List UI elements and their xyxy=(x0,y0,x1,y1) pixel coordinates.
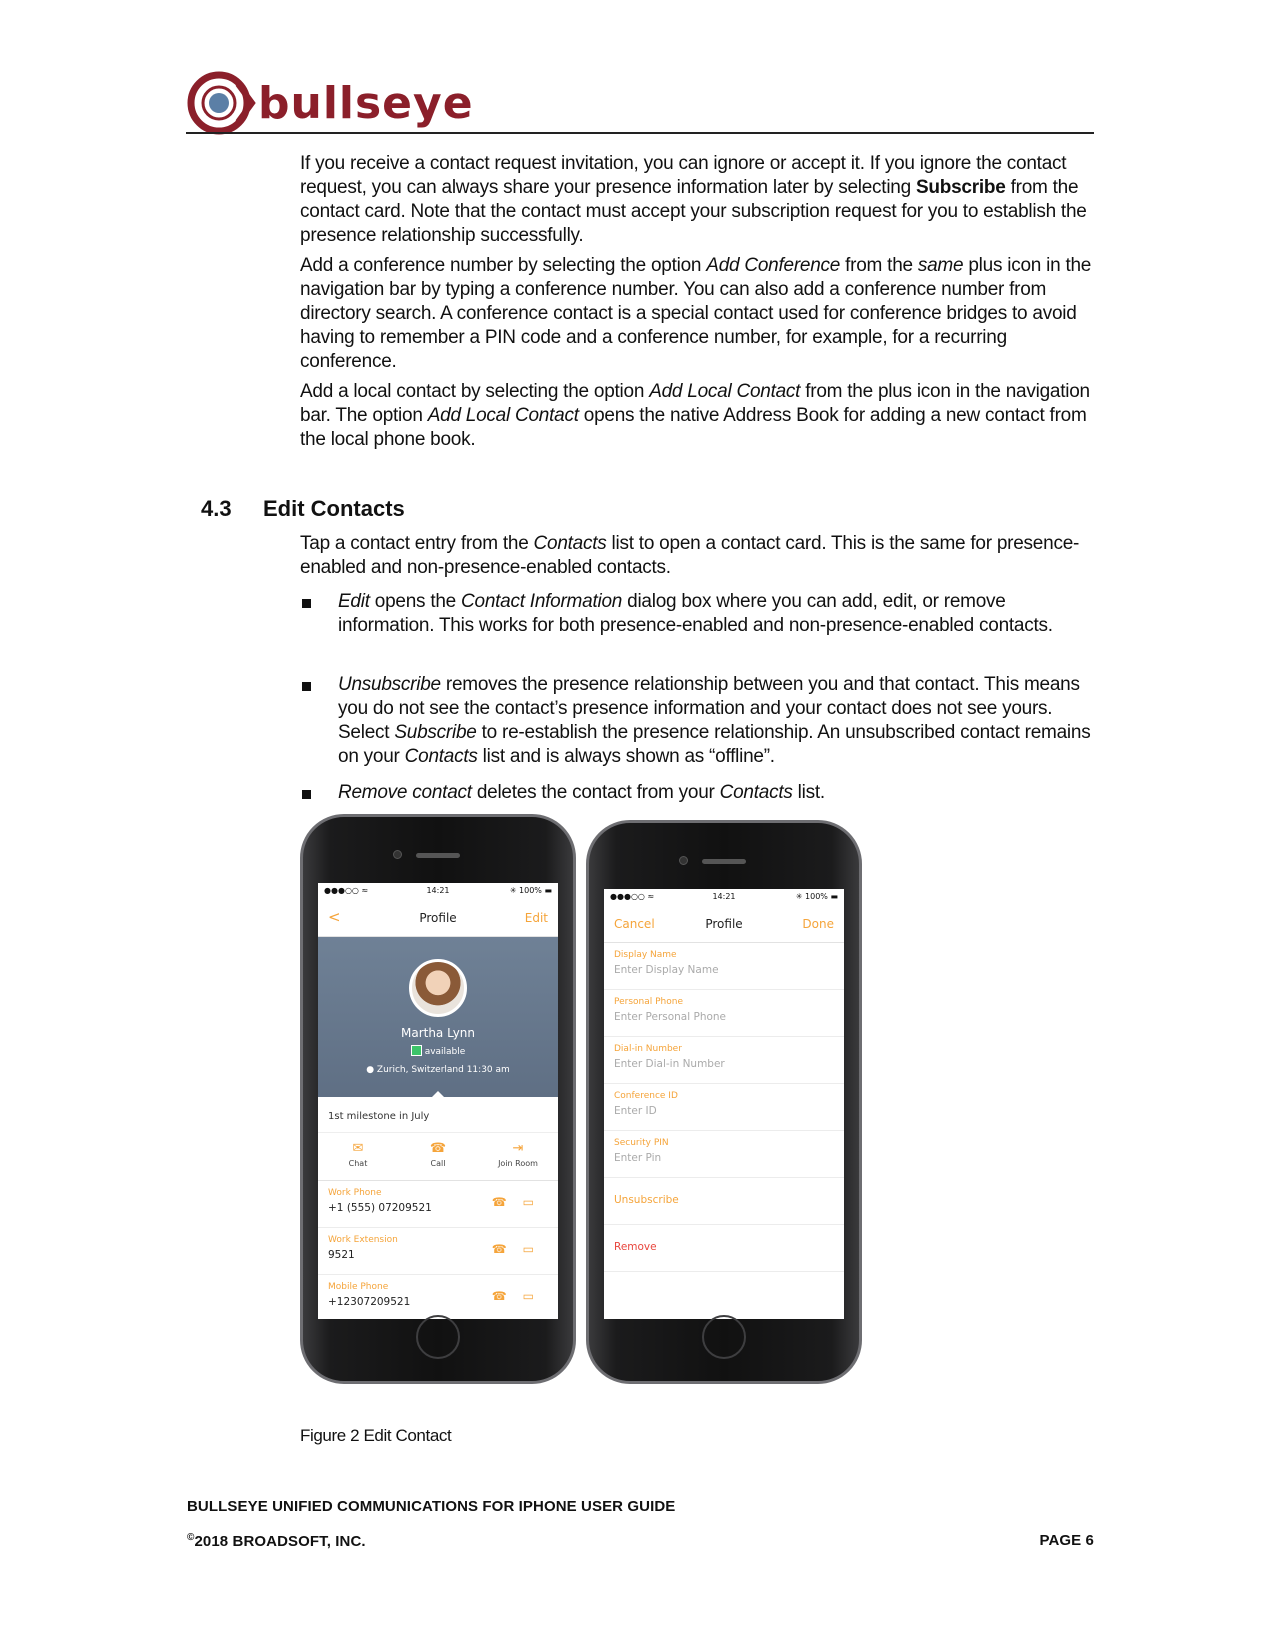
field-label: Display Name xyxy=(614,950,677,960)
done-button[interactable]: Done xyxy=(802,917,834,931)
field-label: Conference ID xyxy=(614,1091,678,1101)
join-room-icon: ⇥ xyxy=(512,1141,524,1156)
call-video-icons[interactable]: ☎▭ xyxy=(491,1242,550,1256)
status-message: 1st milestone in July xyxy=(318,1097,558,1133)
bullet-square-icon xyxy=(302,682,311,691)
presence-dot-icon xyxy=(411,1045,422,1056)
section-intro: Tap a contact entry from the Contacts list to open a contact card. This is the same for presence-enabled and non-presence-enabled contacts. xyxy=(300,533,1080,578)
profile-screen xyxy=(318,883,558,1319)
nav-title: Profile xyxy=(705,917,743,931)
page-number: PAGE 6 xyxy=(1039,1532,1094,1549)
figure-caption: Figure 2 Edit Contact xyxy=(300,1426,452,1445)
profile-hero xyxy=(318,937,558,1097)
field-label: Work Extension xyxy=(328,1235,398,1245)
call-video-icons[interactable]: ☎▭ xyxy=(491,1195,550,1209)
display-name-field[interactable] xyxy=(604,943,844,990)
bullet-square-icon xyxy=(302,599,311,608)
edit-button[interactable]: Edit xyxy=(524,911,548,925)
bullet-remove-contact: Remove contact deletes the contact from your Contacts list. xyxy=(300,781,1095,805)
status-bar xyxy=(318,883,558,899)
battery-icon: ✳ 100% ▬ xyxy=(509,886,552,895)
field-value: +12307209521 xyxy=(328,1296,411,1308)
field-placeholder[interactable]: Enter Dial-in Number xyxy=(614,1058,725,1070)
phone-edit-view xyxy=(586,820,862,1384)
camera-icon xyxy=(393,850,402,859)
footer-title: BULLSEYE UNIFIED COMMUNICATIONS FOR IPHONE USER GUIDE xyxy=(187,1498,676,1515)
phone-profile-view xyxy=(300,814,576,1384)
camera-icon xyxy=(679,856,688,865)
signal-icon: ●●●○○ ≈ xyxy=(324,886,369,895)
field-value: 9521 xyxy=(328,1249,355,1261)
list-item[interactable] xyxy=(318,1275,558,1319)
footer-copyright: ©2018 BROADSOFT, INC. xyxy=(187,1532,366,1550)
chat-button[interactable]: ✉ Chat xyxy=(318,1133,398,1180)
navbar xyxy=(604,905,844,943)
navbar xyxy=(318,899,558,937)
status-bar xyxy=(604,889,844,905)
conference-id-field[interactable] xyxy=(604,1084,844,1131)
call-video-icons[interactable]: ☎▭ xyxy=(491,1289,550,1303)
home-button xyxy=(702,1315,746,1359)
section-heading xyxy=(201,496,405,522)
call-button[interactable]: ☎ Call xyxy=(398,1133,478,1180)
phone-icon: ☎ xyxy=(429,1141,447,1156)
unsubscribe-button[interactable]: Unsubscribe xyxy=(604,1178,844,1225)
hero-notch xyxy=(432,1091,444,1097)
edit-screen xyxy=(604,889,844,1319)
field-value: +1 (555) 07209521 xyxy=(328,1202,432,1214)
contact-location: ● Zurich, Switzerland 11:30 am xyxy=(366,1065,510,1075)
status-time: 14:21 xyxy=(426,886,450,895)
action-bar xyxy=(318,1133,558,1181)
paragraph-add-conference: Add a conference number by selecting the option Add Conference from the same plus icon in the navigation bar by typing a conference number. You can also add a conference number from directory search. A conference contact is a special contact used for conference bridges to avoid having to remember a PIN code and a conference number, for example, for a recurring conference. xyxy=(300,255,1092,372)
signal-icon: ●●●○○ ≈ xyxy=(610,892,655,901)
field-label: Dial-in Number xyxy=(614,1044,682,1054)
presence-label: available xyxy=(424,1047,466,1057)
list-item[interactable] xyxy=(318,1181,558,1228)
battery-icon: ✳ 100% ▬ xyxy=(795,892,838,901)
bullet-unsubscribe: Unsubscribe removes the presence relationship between you and that contact. This means you do not see the contact’s presence information and your contact does not see yours. Select Subscribe to re-establish the presence relationship. An unsubscribed contact remains on your Contacts list and is always shown as “offline”. xyxy=(300,673,1095,769)
header-rule xyxy=(186,132,1094,134)
bullet-square-icon xyxy=(302,790,311,799)
contact-name: Martha Lynn xyxy=(400,1026,475,1040)
bullseye-logo xyxy=(186,70,516,136)
avatar xyxy=(409,959,467,1017)
field-placeholder[interactable]: Enter Display Name xyxy=(614,964,719,976)
status-time: 14:21 xyxy=(712,892,736,901)
speaker-grille xyxy=(702,859,746,864)
field-label: Security PIN xyxy=(614,1138,669,1148)
cancel-button[interactable]: Cancel xyxy=(614,917,655,931)
section-number: 4.3 xyxy=(201,496,232,521)
paragraph-add-local-contact: Add a local contact by selecting the option Add Local Contact from the plus icon in the navigation bar. The option Add Local Contact opens the native Address Book for adding a new contact from the local phone book. xyxy=(300,381,1090,450)
field-label: Personal Phone xyxy=(614,997,683,1007)
field-placeholder[interactable]: Enter Personal Phone xyxy=(614,1011,727,1023)
list-item[interactable] xyxy=(318,1228,558,1275)
paragraph-contact-request: If you receive a contact request invitation, you can ignore or accept it. If you ignore the contact request, you can always share your presence information later by selecting Subscribe from the contact card. Note that the contact must accept your subscription request for you to establish the presence relationship successfully. xyxy=(300,153,1087,246)
field-label: Mobile Phone xyxy=(328,1282,389,1292)
logo-text: bullseye xyxy=(258,78,474,129)
dial-in-number-field[interactable] xyxy=(604,1037,844,1084)
field-label: Work Phone xyxy=(328,1188,382,1198)
bullet-edit: Edit opens the Contact Information dialog box where you can add, edit, or remove information. This works for both presence-enabled and non-presence-enabled contacts. xyxy=(300,590,1095,638)
presence-status xyxy=(318,1045,558,1057)
section-title: Edit Contacts xyxy=(263,496,405,521)
home-button xyxy=(416,1315,460,1359)
nav-title: Profile xyxy=(419,911,457,925)
field-placeholder[interactable]: Enter Pin xyxy=(614,1152,662,1164)
speaker-grille xyxy=(416,853,460,858)
chat-icon: ✉ xyxy=(352,1141,364,1156)
field-placeholder[interactable]: Enter ID xyxy=(614,1105,657,1117)
remove-button[interactable]: Remove xyxy=(604,1225,844,1272)
back-chevron-icon[interactable]: < xyxy=(328,908,341,926)
security-pin-field[interactable] xyxy=(604,1131,844,1178)
personal-phone-field[interactable] xyxy=(604,990,844,1037)
join-room-button[interactable]: ⇥ Join Room xyxy=(478,1133,558,1180)
